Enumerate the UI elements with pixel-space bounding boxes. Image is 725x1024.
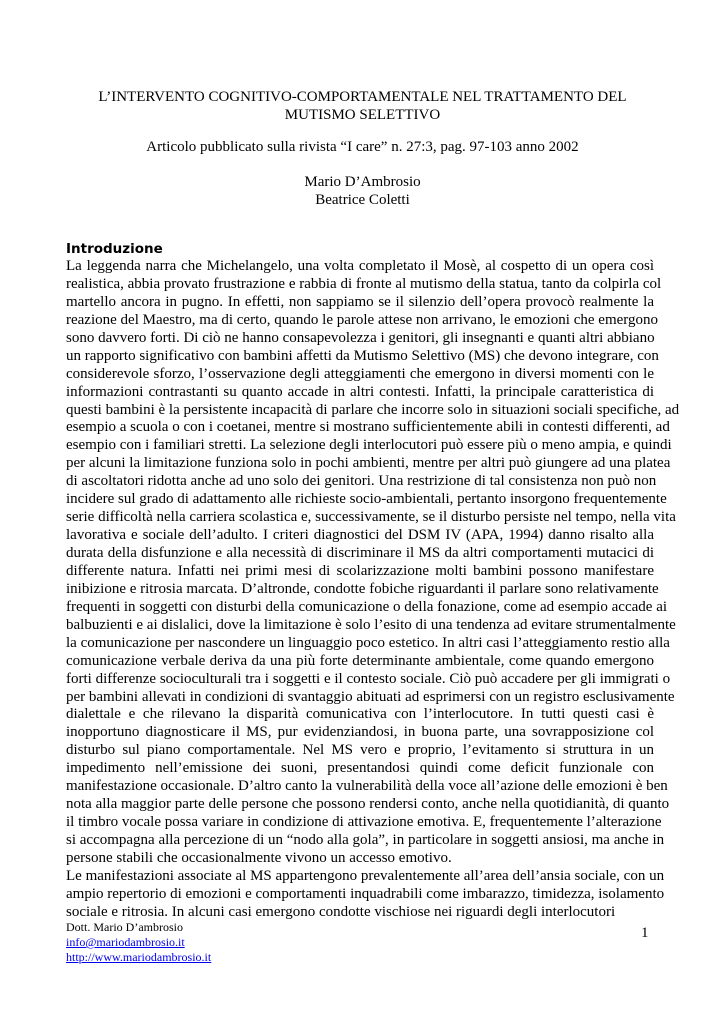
body-line: per alcuni la limitazione funziona solo in pochi ambienti, mentre per altri può giungere ad una platea xyxy=(66,455,671,472)
body-line: comunicazione verbale deriva da una più forte determinante ambientale, come quando emergono xyxy=(66,652,654,669)
body-line: impedimento nell’emissione dei suoni, presentandosi quindi come deficit funzionale con xyxy=(66,760,654,777)
body-line: persone stabili che occasionalmente vivono un accesso emotivo. xyxy=(66,849,452,866)
body-line: esempio con i familiari stretti. La selezione degli interlocutori può essere più o meno ampia, e quindi xyxy=(66,437,672,454)
body-line: considerevole sforzo, l’osservazione degli atteggiamenti che emergono in diversi momenti con le xyxy=(66,365,654,382)
page-number: 1 xyxy=(641,925,649,941)
body-line: lavorativa e sociale dell’adulto. I criteri diagnostici del DSM IV (APA, 1994) danno risalto alla xyxy=(66,527,654,544)
body-line: reazione del Maestro, ma di certo, quando le parole attese non arrivano, le emozioni che emergono xyxy=(66,311,658,328)
body-line: ampio repertorio di emozioni e comportamenti inquadrabili come imbarazzo, timidezza, isolamento xyxy=(66,885,665,902)
footer-email-link[interactable]: info@mariodambrosio.it xyxy=(66,935,185,949)
document-title-line-1: L’INTERVENTO COGNITIVO-COMPORTAMENTALE NEL TRATTAMENTO DEL xyxy=(98,89,627,105)
author-1: Mario D’Ambrosio xyxy=(304,174,421,190)
document-title-line-2: MUTISMO SELETTIVO xyxy=(284,107,441,123)
body-line: realistica, abbia provato frustrazione e rabbia di fronte al mutismo della statua, tanto da colpirla col xyxy=(66,275,662,292)
author-2: Beatrice Coletti xyxy=(315,192,410,208)
section-heading: Introduzione xyxy=(66,241,163,257)
body-line: il timbro vocale possa variare in condizione di attivazione emotiva. E, frequentemente l’alterazione xyxy=(66,814,662,831)
body-line: disturbo sul piano comportamentale. Nel MS vero e proprio, l’evitamento si struttura in un xyxy=(66,742,654,759)
body-line: martello ancora in pugno. In effetti, non sappiamo se il silenzio dell’opera provocò realmente la xyxy=(66,293,654,310)
body-line: nota alla maggior parte delle persone che possono rendersi conto, anche nella quotidianità, di quanto xyxy=(66,796,670,813)
body-line: La leggenda narra che Michelangelo, una volta completato il Mosè, al cospetto di un opera così xyxy=(66,258,654,274)
body-text xyxy=(66,258,680,922)
body-line: Le manifestazioni associate al MS appartengono prevalentemente all’area dell’ansia sociale, con un xyxy=(66,867,665,884)
page-footer xyxy=(66,920,211,965)
body-line: sono davvero forti. Di ciò ne hanno consapevolezza i genitori, gli insegnanti e quanti altri abbiano xyxy=(66,329,655,346)
body-line: si accompagna alla percezione di un “nodo alla gola”, in particolare in soggetti ansiosi, ma anche in xyxy=(66,832,665,848)
body-line: esempio a scuola o con i coetanei, mentre si mostrano sufficientemente abili in contesti differenti, ad xyxy=(66,419,670,436)
body-line: manifestazione occasionale. D’altro canto la vulnerabilità della voce all’azione delle emozioni è ben xyxy=(66,778,668,795)
body-line: durata della disfunzione e alla necessità di discriminare il MS da altri comportamenti mutacici di xyxy=(66,545,654,561)
body-line: informazioni contrastanti su quanto accade in altri contesti. Infatti, la principale caratteristica di xyxy=(66,383,654,400)
body-line: la comunicazione per nascondere un linguaggio poco estetico. In altri casi l’atteggiamento restio alla xyxy=(66,634,670,651)
body-line: per bambini allevati in condizioni di svantaggio abituati ad esprimersi con un registro esclusivamente xyxy=(66,688,675,705)
body-line: balbuzienti e ai dislalici, dove la limitazione è solo l’esito di una tendenza ad evitare strumentalmente xyxy=(66,616,676,633)
body-line: forti differenze socioculturali tra i soggetti e il contesto sociale. Ciò può accadere per gli immigrati o xyxy=(66,670,671,687)
body-line: un rapporto significativo con bambini affetti da Mutismo Selettivo (MS) che devono integrare, con xyxy=(66,347,659,364)
body-line: serie difficoltà nella carriera scolastica e, successivamente, se il disturbo persiste nel tempo, nella vita xyxy=(66,509,676,526)
body-line: inibizione e ritrosia marcata. D’altronde, condotte fobiche riguardanti il parlare sono relativamente xyxy=(66,580,659,597)
body-line: inopportuno diagnosticare il MS, pur evidenziandosi, in buona parte, una sovrapposizione col xyxy=(66,724,654,741)
body-line: sociale e ritrosia. In alcuni casi emergono condotte vischiose nei riguardi degli interlocutori xyxy=(66,903,616,920)
body-line: frequenti in soggetti con disturbi della comunicazione o della fonazione, come ad esempio accade ai xyxy=(66,598,668,615)
body-line: differente natura. Infatti nei primi mesi di scolarizzazione molti bambini possono manifestare xyxy=(66,562,654,579)
footer-website-link[interactable]: http://www.mariodambrosio.it xyxy=(66,950,212,964)
body-line: di ascoltatori ridotta anche ad uno solo dei genitori. Una restrizione di tal consistenza non può non xyxy=(66,473,657,490)
body-line: questi bambini è la persistente incapacità di parlare che incorre solo in situazioni sociali specifiche, ad xyxy=(66,401,680,418)
body-line: dialettale e che rilevano la disparità comunicativa con l’interlocutore. In tutti questi casi è xyxy=(66,706,654,723)
body-line: incidere sul grado di adattamento alle richieste socio-ambientali, pertanto insorgono frequentemente xyxy=(66,491,667,508)
footer-author: Dott. Mario D’ambrosio xyxy=(66,920,183,934)
publication-info: Articolo pubblicato sulla rivista “I care” n. 27:3, pag. 97-103 anno 2002 xyxy=(146,139,579,155)
